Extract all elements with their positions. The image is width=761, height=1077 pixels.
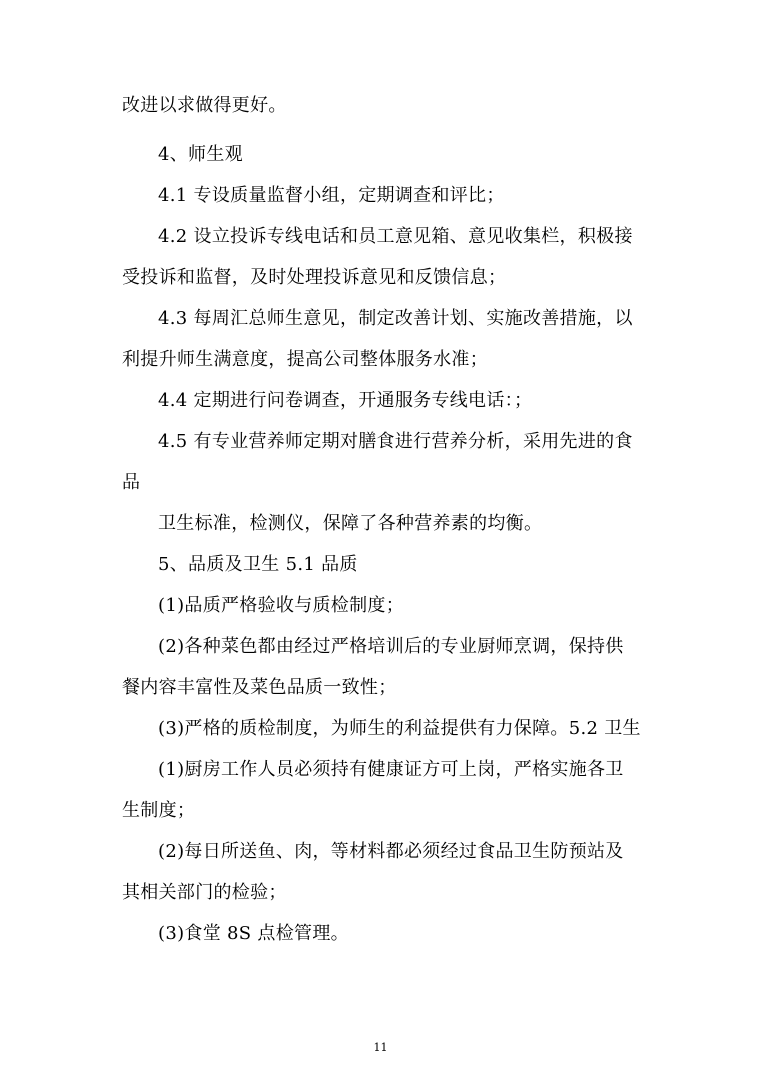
text-line: (3)食堂 8S 点检管理。 — [158, 923, 349, 944]
text-line: 品 — [122, 472, 141, 493]
text-line: (1)厨房工作人员必须持有健康证方可上岗，严格实施各卫 — [158, 759, 624, 780]
section-heading: 5、品质及卫生 5.1 品质 — [158, 554, 358, 575]
text-line: 餐内容丰富性及菜色品质一致性； — [122, 677, 397, 698]
text-line: 受投诉和监督，及时处理投诉意见和反馈信息； — [122, 267, 507, 288]
text-line: 其相关部门的检验； — [122, 882, 287, 903]
text-line: 利提升师生满意度，提高公司整体服务水准； — [122, 349, 488, 370]
text-line: 4.5 有专业营养师定期对膳食进行营养分析，采用先进的食 — [158, 431, 633, 452]
text-line: 4.3 每周汇总师生意见，制定改善计划、实施改善措施，以 — [158, 308, 633, 329]
text-line: 改进以求做得更好。 — [122, 95, 287, 116]
text-line: 4.4 定期进行问卷调查，开通服务专线电话：； — [158, 390, 533, 411]
section-heading: 4、师生观 — [158, 144, 243, 165]
text-line: 4.2 设立投诉专线电话和员工意见箱、意见收集栏，积极接 — [158, 226, 633, 247]
text-line: (2)各种菜色都由经过严格培训后的专业厨师烹调，保持供 — [158, 636, 624, 657]
page-number: 11 — [373, 1041, 388, 1054]
text-line: (2)每日所送鱼、肉，等材料都必须经过食品卫生防预站及 — [158, 841, 624, 862]
text-line: (3)严格的质检制度，为师生的利益提供有力保障。5.2 卫生 — [158, 718, 641, 739]
text-line: (1)品质严格验收与质检制度； — [158, 595, 404, 616]
text-line: 卫生标准，检测仪，保障了各种营养素的均衡。 — [158, 513, 543, 534]
text-line: 生制度； — [122, 800, 196, 821]
text-line: 4.1 专设质量监督小组，定期调查和评比； — [158, 185, 505, 206]
